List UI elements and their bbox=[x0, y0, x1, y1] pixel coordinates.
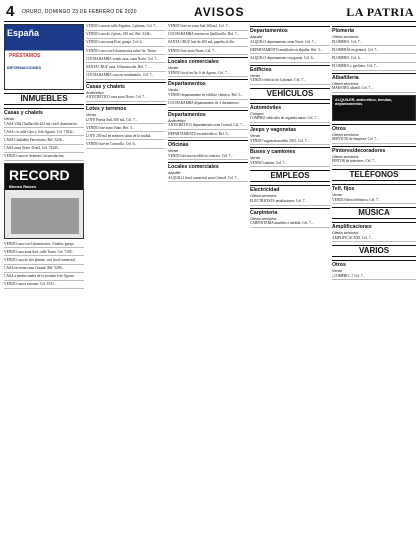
classified-ad: VENDO oficina en edificio céntrico. Cel. 7... bbox=[168, 154, 248, 161]
classified-ad: PINTOR de interiores. Cel. 7... bbox=[332, 159, 416, 166]
subcategory-type: Venta bbox=[168, 66, 178, 71]
subcategory-type: Oferta servicios bbox=[332, 132, 359, 137]
subcategory-heading: Pintores/decoradores bbox=[332, 146, 416, 154]
classified-ad: VENDO casa en calle Pagador, 2 plantas. Cel. 7... bbox=[86, 24, 166, 31]
column-1 bbox=[4, 24, 84, 542]
classified-ad: SERVICIO de limpieza. Cel. 7... bbox=[332, 137, 416, 144]
subcategory-type: Oferta servicios bbox=[332, 231, 359, 236]
classified-ad: LOTE Puerta Sud, 300 m2. Cel. 7... bbox=[86, 118, 166, 125]
subcategory-heading: Albañilería bbox=[332, 73, 416, 81]
page-header bbox=[4, 3, 416, 22]
subcategory-heading: Carpintería bbox=[250, 208, 330, 216]
banner-record bbox=[4, 163, 84, 239]
subcategory-type: Venta bbox=[332, 269, 342, 274]
classified-ad: CASA en venta zona Central. Ref. 5280... bbox=[4, 266, 84, 273]
classified-ad: SANTA CRUZ lote de 400 m2, papeles al día. bbox=[168, 40, 248, 47]
classified-ad: CASA zona Norte 45 m2. Cel. 72345... bbox=[4, 146, 84, 153]
classified-ad: VENDO casa con 6 dormitorios, 3 baños, garaje. bbox=[4, 242, 84, 249]
classified-ad: VENDO lote zona Norte. Cel. 7... bbox=[168, 49, 248, 56]
column-2 bbox=[86, 24, 166, 542]
subcategory-type: Venta bbox=[332, 192, 342, 197]
subcategory-type: Alquiler bbox=[168, 171, 181, 176]
banner-photo bbox=[11, 198, 79, 234]
subcategory-heading: Locales comerciales bbox=[168, 162, 248, 170]
classified-ad: VENDO departamento en edificio céntrico. Ref. 5... bbox=[168, 93, 248, 100]
classified-ad: VENDO edificio de 4 plantas. Cel. 7... bbox=[250, 78, 330, 85]
classified-ad: CASA Ciudadela Ferroviaria. Ref. 5236... bbox=[4, 138, 84, 145]
banner-info: INFORMACIONES bbox=[7, 65, 41, 70]
classified-ad: CASA c/u calle Caro y 6 de Agosto. Cel. 71842... bbox=[4, 130, 84, 137]
classified-ad: ¿COMPRO...? Cel. 7... bbox=[332, 274, 416, 281]
banner-title: España bbox=[7, 28, 40, 38]
subcategory-heading: Jeeps y vagonetas bbox=[250, 125, 330, 133]
classified-ad: AMPLIFICACIÓN. Cel. 7... bbox=[332, 236, 416, 243]
classified-ad: VENDO lote zona Vinto. Ref. 5... bbox=[86, 126, 166, 133]
banner-espana bbox=[4, 24, 84, 90]
page-number: 4 bbox=[6, 3, 15, 20]
subcategory-type: Venta bbox=[168, 149, 178, 154]
category-heading: VARIOS bbox=[332, 245, 416, 257]
classified-ad: VENDO camión. Cel. 7... bbox=[250, 161, 330, 168]
classified-ad: CASA Villa Challacollo 424 m2 con 6 dormitorios. bbox=[4, 122, 84, 129]
subcategory-heading: Lotes y terrenos bbox=[86, 104, 166, 112]
subcategory-heading: Casas y chalets bbox=[4, 108, 84, 116]
classified-ad: MAESTRO albañil. Cel. 7... bbox=[332, 86, 416, 93]
subcategory-heading: Automóviles bbox=[250, 103, 330, 111]
subcategory-type: Venta bbox=[4, 117, 14, 121]
subcategory-heading: Casas y chalets bbox=[86, 82, 166, 90]
classified-ad: PLOMERÍA en general. Cel. 7... bbox=[332, 48, 416, 55]
subcategory-heading: Edificios bbox=[250, 65, 330, 73]
classified-ad: VENDO casa zona Sud, calle Tacna. Cel. 7185... bbox=[4, 250, 84, 257]
classified-ad: ANTICRÉTICO departamento zona Central. Cel. 7... bbox=[168, 123, 248, 130]
column-3 bbox=[168, 24, 248, 542]
classified-ad: COCHABAMBA departamento de 3 dormitorios. bbox=[168, 101, 248, 108]
classified-ad: VENDO lote en Caracollo. Cel. 6... bbox=[86, 142, 166, 149]
classified-ad: CARPINTERÍA muebles a medida. Cel. 7... bbox=[250, 221, 330, 228]
subcategory-heading: Amplificaciones bbox=[332, 222, 416, 230]
classified-ad: ALQUILO departamento zona Norte. Cel. 7... bbox=[250, 40, 330, 47]
classified-ad: SANTA CRUZ casa, Urbanización. Ref. 7... bbox=[86, 65, 166, 72]
classified-ad: COCHABAMBA vendo casa, zona Norte. Cel. 7... bbox=[86, 57, 166, 64]
header-date: ORURO, DOMINGO 23 DE FEBRERO DE 2020 bbox=[22, 9, 137, 15]
classified-ad: VENDO casa de dos plantas, con local comercial. bbox=[4, 258, 84, 265]
classified-ad: ANTICRÉTICO casa zona Norte. Cel. 7... bbox=[86, 95, 166, 102]
classified-ad: ALQUILO departamento con garaje. Cel. 6... bbox=[250, 56, 330, 63]
subcategory-heading: Plomería bbox=[332, 26, 416, 34]
subcategory-type: Oferta servicios bbox=[250, 194, 277, 199]
classified-ad: COCHABAMBA terreno en Quillacollo. Ref. 7... bbox=[168, 32, 248, 39]
subcategory-type: Anticrético bbox=[168, 118, 186, 123]
subcategory-heading: Locales comerciales bbox=[168, 57, 248, 65]
classified-ad: DEPARTAMENTO en anticrético. Ref. 5... bbox=[168, 132, 248, 139]
subcategory-heading: Oficinas bbox=[168, 140, 248, 148]
category-heading: INMUEBLES bbox=[4, 93, 84, 105]
classified-ad: COCHABAMBA casa en condominio. Cel. 7... bbox=[86, 73, 166, 80]
subcategory-heading: Otros bbox=[332, 124, 416, 132]
classified-ad: DEPARTAMENTO amoblado en alquiler. Ref. 5... bbox=[250, 48, 330, 55]
subcategory-heading: Departamentos bbox=[168, 79, 248, 87]
banner-title: RECORD bbox=[9, 166, 70, 183]
subcategory-heading: Otros bbox=[332, 260, 416, 268]
subcategory-heading: Departamentos bbox=[168, 110, 248, 118]
newspaper-name: LA PATRIA bbox=[346, 5, 414, 19]
classified-ad: PLOMERO. Cel. 6... bbox=[332, 56, 416, 63]
classified-ad: VENDO línea telefónica. Cel. 7... bbox=[332, 198, 416, 205]
category-heading: MÚSICA bbox=[332, 207, 416, 219]
subcategory-type: Anticrético bbox=[86, 90, 104, 95]
classified-ad: VENDO casa con 6 dormitorios sobre Av. Tacna. bbox=[86, 49, 166, 56]
subcategory-type: Oferta servicios bbox=[332, 154, 359, 159]
category-heading: EMPLEOS bbox=[250, 170, 330, 182]
banner-subtitle: Bienes Raíces bbox=[9, 183, 37, 189]
banner-alquiler: ALQUILER, anticrético, tiendas, departamentos bbox=[332, 95, 416, 121]
classified-ad: VENDO casa zona Este, garaje. Cel. 6... bbox=[86, 40, 166, 47]
column-4 bbox=[250, 24, 330, 542]
classified-ad: VENDO casa en Avenida Circunvalación. bbox=[4, 154, 84, 161]
subcategory-type: Venta bbox=[86, 112, 96, 117]
category-heading: VEHÍCULOS bbox=[250, 88, 330, 100]
category-heading: TELÉFONOS bbox=[332, 169, 416, 181]
classified-ad: COMPRO vehículos de segunda mano. Cel. 7... bbox=[250, 116, 330, 123]
classified-ad: ALQUILO local comercial zona Central. Cel. 7... bbox=[168, 176, 248, 183]
subcategory-type: Venta bbox=[250, 73, 260, 78]
banner-subtitle: PRÉSTAMOS bbox=[9, 53, 41, 59]
subcategory-type: Venta bbox=[250, 133, 260, 138]
subcategory-type: Oferta servicios bbox=[332, 35, 359, 39]
subcategory-heading: Electricidad bbox=[250, 185, 330, 193]
classified-ad: VENDO casa a estrenar. Cel. 6741... bbox=[4, 282, 84, 289]
subcategory-type: Compra bbox=[250, 111, 264, 116]
subcategory-heading: Buses y camiones bbox=[250, 147, 330, 155]
classified-ad: PLOMERO y gasfitero. Cel. 7... bbox=[332, 64, 416, 71]
subcategory-type: Oferta servicios bbox=[250, 216, 277, 221]
classified-ad: CASA a media cuadra de la avenida 6 de Agosto. bbox=[4, 274, 84, 281]
subcategory-heading: Telf. fijos bbox=[332, 184, 416, 192]
classified-ad: VENDO casa de 2 pisos, 230 m2. Ref. 5246... bbox=[86, 32, 166, 39]
subcategory-heading: Departamentos bbox=[250, 26, 330, 34]
classified-ad: ELECTRICISTA instalaciones. Cel. 7... bbox=[250, 199, 330, 206]
subcategory-type: Venta bbox=[250, 156, 260, 161]
classified-ad: VENDO lote en zona Sud 360 m2. Cel. 7... bbox=[168, 24, 248, 31]
classified-ad: LOTE 250 m2 en mejores sitios de la ciudad. bbox=[86, 134, 166, 141]
classified-ad: VENDO vagoneta modelo 2015. Cel. 7... bbox=[250, 139, 330, 146]
column-5 bbox=[332, 24, 416, 542]
subcategory-type: Alquiler bbox=[250, 35, 263, 39]
section-title: AVISOS bbox=[194, 5, 245, 19]
subcategory-type: Oferta servicios bbox=[332, 81, 359, 86]
subcategory-type: Venta bbox=[168, 88, 178, 93]
classified-ad: PLOMERO. Cel. 7... bbox=[332, 40, 416, 47]
classified-ad: VENDO local en Av. 6 de Agosto. Cel. 7... bbox=[168, 71, 248, 78]
